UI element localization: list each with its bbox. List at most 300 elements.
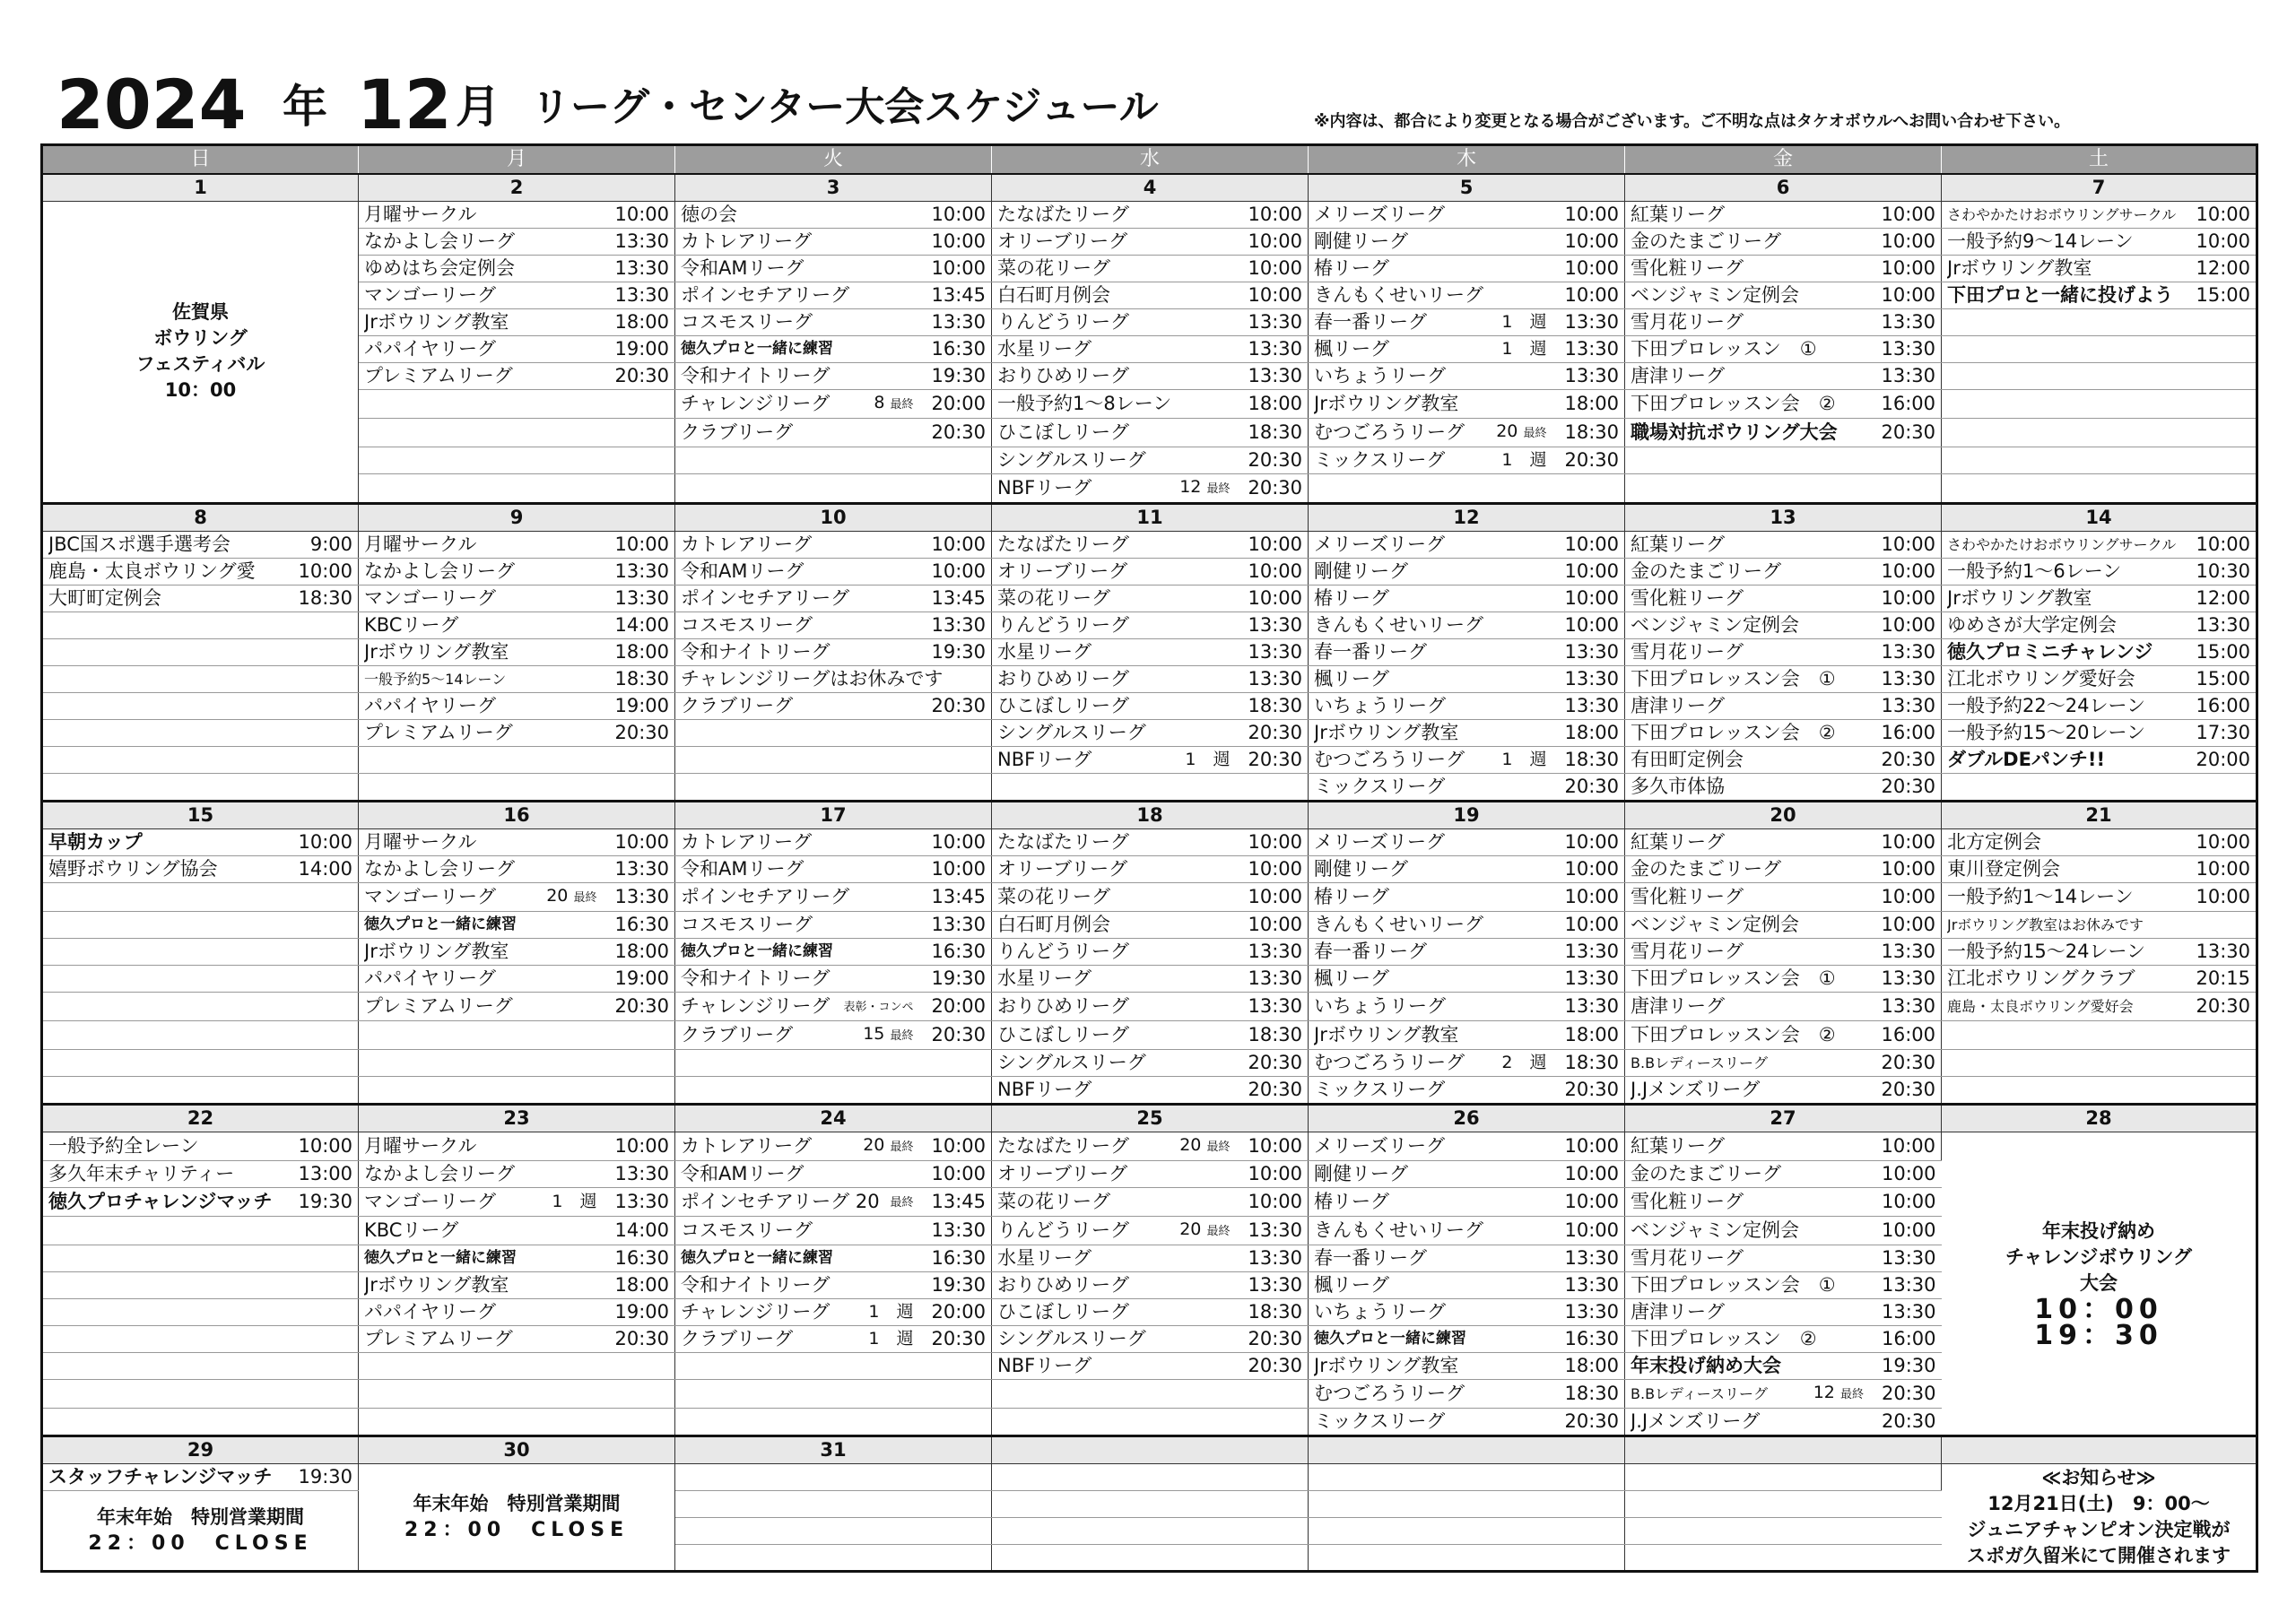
event-cell xyxy=(992,447,1309,473)
event-item xyxy=(997,420,1302,446)
event-time: 13:30 xyxy=(1248,967,1302,989)
page-title: リーグ・センター大会スケジュール xyxy=(531,84,1159,130)
event-time: 15:00 xyxy=(2196,640,2250,663)
event-item xyxy=(681,912,986,938)
event-cell xyxy=(1625,1325,1942,1352)
event-cell xyxy=(675,362,992,389)
event-item xyxy=(681,993,986,1020)
day-number: 5 xyxy=(1309,174,1625,202)
event-cell xyxy=(1309,335,1625,362)
event-cell xyxy=(1942,531,2257,558)
week-1-event-row xyxy=(42,692,2257,719)
event-name: 楓リーグ xyxy=(1314,967,1389,989)
event-item xyxy=(997,884,1302,910)
event-name: 春一番リーグ xyxy=(1314,640,1427,663)
event-name: 月曜サークル xyxy=(364,830,477,853)
event-cell xyxy=(1625,1463,1942,1490)
event-time: 20:30 xyxy=(614,1327,669,1349)
event-time: 13:30 xyxy=(1248,310,1302,333)
event-name: ひこぼしリーグ xyxy=(997,1300,1129,1323)
event-item xyxy=(364,939,669,965)
event-time: 20:30 xyxy=(1881,775,1935,797)
event-name: さわやかたけおボウリングサークル xyxy=(1947,535,2177,553)
event-time: 10:00 xyxy=(1248,559,1302,582)
week-0-event-row xyxy=(42,228,2257,255)
event-cell xyxy=(1942,362,2257,389)
event-cell xyxy=(675,1298,992,1325)
event-cell xyxy=(1309,1132,1625,1160)
event-name: 菜の花リーグ xyxy=(997,586,1110,609)
event-time: 10:00 xyxy=(2196,203,2250,225)
event-time: 10:00 xyxy=(1564,1190,1619,1212)
event-time: 10:00 xyxy=(1881,230,1935,252)
event-item xyxy=(1314,585,1619,612)
event-item xyxy=(1314,774,1619,800)
event-name: 剛健リーグ xyxy=(1314,559,1408,582)
event-cell xyxy=(675,938,992,965)
event-cell xyxy=(359,308,675,335)
event-cell xyxy=(992,362,1309,389)
event-time: 13:30 xyxy=(1248,940,1302,962)
event-name: 春一番リーグ xyxy=(1314,940,1427,962)
event-name: マンゴーリーグ xyxy=(364,885,496,907)
event-item xyxy=(1631,612,1935,638)
event-name: 月曜サークル xyxy=(364,203,477,225)
event-cell xyxy=(992,308,1309,335)
event-item xyxy=(1314,693,1619,719)
event-time: 10:00 xyxy=(1564,230,1619,252)
event-item xyxy=(681,829,986,855)
event-time: 16:30 xyxy=(931,1246,986,1269)
event-time: 18:00 xyxy=(1564,392,1619,414)
event-name: 令和AMリーグ xyxy=(681,256,804,279)
news-line: スポガ久留米にて開催されます xyxy=(1967,1544,2231,1566)
event-name: 嬉野ボウリング協会 xyxy=(48,857,218,880)
week-0-event-row xyxy=(42,447,2257,473)
fest-line: 佐賀県 xyxy=(172,301,229,323)
event-item xyxy=(364,856,669,882)
day-number: 31 xyxy=(675,1436,992,1463)
weekday-2: 火 xyxy=(675,145,992,174)
year-unit: 年 xyxy=(283,81,327,133)
event-item xyxy=(364,1133,669,1159)
event-name: 徳久プロと一緒に練習 xyxy=(681,1248,833,1267)
week-3-event-row xyxy=(42,1160,2257,1187)
event-name: Jrボウリング教室 xyxy=(364,940,509,962)
event-item xyxy=(681,1021,986,1049)
week-1-event-row xyxy=(42,719,2257,746)
event-name: 令和ナイトリーグ xyxy=(681,1273,831,1296)
event-name: チャレンジリーグはお休みです xyxy=(681,667,944,690)
event-cell xyxy=(1625,308,1942,335)
event-name: 一般予約5～14レーン xyxy=(364,670,507,688)
event-cell xyxy=(992,1020,1309,1049)
event-cell xyxy=(1309,1076,1625,1104)
event-time: 10:00 xyxy=(614,1134,669,1157)
nenmatsu-line: 19：30 xyxy=(2034,1319,2163,1351)
event-name: オリーブリーグ xyxy=(997,1162,1128,1184)
event-cell xyxy=(992,255,1309,282)
event-cell xyxy=(42,1049,359,1076)
event-cell xyxy=(1309,1408,1625,1436)
event-item xyxy=(681,585,986,612)
event-time: 13:45 xyxy=(931,283,986,306)
event-item xyxy=(1947,532,2250,558)
event-cell xyxy=(359,992,675,1020)
event-cell xyxy=(992,1245,1309,1271)
event-name: 下田プロレッスン会 ① xyxy=(1631,667,1836,690)
event-name: 唐津リーグ xyxy=(1631,364,1725,386)
event-item xyxy=(364,309,669,335)
event-cell xyxy=(359,418,675,447)
event-cell xyxy=(359,746,675,773)
event-item xyxy=(1631,363,1935,389)
event-item xyxy=(681,420,986,446)
event-name: いちょうリーグ xyxy=(1314,694,1446,716)
event-name: B.Bレディースリーグ xyxy=(1631,1384,1768,1402)
event-time: 10:00 xyxy=(1564,559,1619,582)
event-cell xyxy=(992,665,1309,692)
event-name: いちょうリーグ xyxy=(1314,364,1446,386)
event-name: 北方定例会 xyxy=(1947,830,2041,853)
event-cell xyxy=(42,558,359,585)
event-item xyxy=(997,939,1302,965)
event-name: 下田プロレッスン会 ② xyxy=(1631,392,1836,414)
event-cell xyxy=(675,882,992,911)
event-week-note xyxy=(1501,336,1546,362)
event-name: 一般予約9～14レーン xyxy=(1947,230,2134,252)
week-2-event-row xyxy=(42,882,2257,911)
event-week-count: 1 週 xyxy=(1501,338,1547,359)
event-time: 13:30 xyxy=(1881,1246,1936,1269)
event-time: 13:45 xyxy=(931,586,986,609)
event-final-flag: 最終 xyxy=(1523,426,1547,440)
day-number: 21 xyxy=(1942,801,2257,828)
event-item xyxy=(1947,993,2250,1019)
event-cell xyxy=(1942,558,2257,585)
event-cell xyxy=(1309,638,1625,665)
event-name: むつごろうリーグ xyxy=(1314,748,1465,770)
event-cell xyxy=(42,828,359,855)
event-final-flag: 表彰・コンペ xyxy=(843,1000,914,1014)
event-cell xyxy=(675,335,992,362)
event-name: シングルスリーグ xyxy=(997,1051,1146,1073)
event-time: 13:30 xyxy=(1248,640,1302,663)
nenmatsu-line: チャレンジボウリング xyxy=(2005,1245,2192,1268)
event-cell xyxy=(42,746,359,773)
event-time: 17:30 xyxy=(2196,721,2250,743)
event-time: 13:30 xyxy=(1564,694,1619,716)
event-time: 10:00 xyxy=(614,203,669,225)
event-name: 下田プロレッスン会 ① xyxy=(1631,967,1836,989)
event-item xyxy=(997,1353,1302,1379)
event-time: 20:30 xyxy=(1564,1078,1619,1100)
event-cell xyxy=(1625,1490,1942,1517)
event-cell xyxy=(675,473,992,503)
event-cell xyxy=(359,473,675,503)
event-cell xyxy=(1942,719,2257,746)
event-name: むつごろうリーグ xyxy=(1314,421,1465,443)
event-cell xyxy=(42,1379,359,1408)
event-cell xyxy=(992,1408,1309,1436)
event-time: 20:30 xyxy=(931,1023,986,1045)
event-name: 椿リーグ xyxy=(1314,1190,1389,1212)
event-item xyxy=(997,747,1302,773)
event-name: 金のたまごリーグ xyxy=(1631,857,1781,880)
day-number: 15 xyxy=(42,801,359,828)
event-cell xyxy=(1942,938,2257,965)
event-cell xyxy=(992,638,1309,665)
event-item xyxy=(364,1161,669,1187)
event-cell xyxy=(1309,855,1625,882)
event-time: 16:30 xyxy=(931,940,986,962)
event-name: B.Bレディースリーグ xyxy=(1631,1054,1768,1071)
event-name: りんどうリーグ xyxy=(997,940,1129,962)
event-cell xyxy=(992,1325,1309,1352)
day-number: 8 xyxy=(42,503,359,531)
event-name: 大町町定例会 xyxy=(48,586,161,609)
event-cell xyxy=(1942,911,2257,938)
news-notice xyxy=(1942,1463,2257,1571)
event-time: 10:00 xyxy=(1564,613,1619,636)
event-cell xyxy=(1625,1020,1942,1049)
event-time: 13:30 xyxy=(1564,1246,1619,1269)
event-cell xyxy=(992,992,1309,1020)
week-2-event-row xyxy=(42,855,2257,882)
event-name: 下田プロレッスン ② xyxy=(1631,1327,1817,1349)
event-name: 春一番リーグ xyxy=(1314,310,1427,333)
event-name: 年末投げ納め大会 xyxy=(1631,1354,1781,1376)
closing-notice xyxy=(359,1463,675,1571)
event-time: 10:00 xyxy=(1881,885,1935,907)
week-3-event-row xyxy=(42,1132,2257,1160)
day-number: 22 xyxy=(42,1104,359,1132)
event-name: なかよし会リーグ xyxy=(364,1162,515,1184)
event-name: クラブリーグ xyxy=(681,421,794,443)
event-cell xyxy=(1625,585,1942,612)
event-item xyxy=(364,1245,669,1271)
event-cell xyxy=(1625,1160,1942,1187)
day-number xyxy=(1942,1436,2257,1463)
event-time: 10:00 xyxy=(931,1134,986,1157)
event-item xyxy=(364,202,669,228)
event-time: 10:00 xyxy=(931,830,986,853)
event-name: 紅葉リーグ xyxy=(1631,830,1725,853)
day-number: 16 xyxy=(359,801,675,828)
day-number: 29 xyxy=(42,1436,359,1463)
event-cell xyxy=(42,1271,359,1298)
day-number: 17 xyxy=(675,801,992,828)
week-0-event-row xyxy=(42,473,2257,503)
event-time: 10:00 xyxy=(1564,203,1619,225)
event-name: Jrボウリング教室 xyxy=(364,1273,509,1296)
event-cell xyxy=(992,1160,1309,1187)
event-time: 14:00 xyxy=(614,1219,669,1241)
page-header xyxy=(54,65,2269,144)
event-item xyxy=(1631,939,1935,965)
event-name: 徳久プロミニチャレンジ xyxy=(1947,640,2153,663)
event-cell xyxy=(675,1245,992,1271)
event-time: 10:00 xyxy=(1248,1162,1302,1184)
event-item xyxy=(1314,1409,1619,1435)
event-cell xyxy=(992,558,1309,585)
event-name: たなばたリーグ xyxy=(997,830,1129,853)
event-item xyxy=(1631,720,1935,746)
event-cell xyxy=(675,558,992,585)
event-item xyxy=(681,1245,986,1271)
event-item xyxy=(1314,912,1619,938)
event-time: 10:00 xyxy=(931,230,986,252)
event-name: ポインセチアリーグ xyxy=(681,586,850,609)
event-time: 13:30 xyxy=(1564,667,1619,690)
event-name: 唐津リーグ xyxy=(1631,1300,1725,1323)
event-time: 20:30 xyxy=(614,994,669,1017)
event-cell xyxy=(42,855,359,882)
event-time: 18:30 xyxy=(1248,694,1302,716)
event-name: クラブリーグ xyxy=(681,1023,794,1045)
event-time: 10:00 xyxy=(2196,230,2250,252)
event-cell xyxy=(1625,746,1942,773)
event-item xyxy=(997,612,1302,638)
week-4-event-row xyxy=(42,1463,2257,1490)
event-cell xyxy=(1625,1379,1942,1408)
event-cell xyxy=(992,1049,1309,1076)
event-week-count: 20 xyxy=(546,885,569,906)
event-item xyxy=(364,1218,669,1244)
event-item xyxy=(681,363,986,389)
event-name: 紅葉リーグ xyxy=(1631,203,1725,225)
event-cell xyxy=(675,1271,992,1298)
event-item xyxy=(364,720,669,746)
event-time: 20:30 xyxy=(931,1327,986,1349)
event-name: シングルスリーグ xyxy=(997,448,1146,471)
news-line: 12月21日(土) 9：00～ xyxy=(1987,1492,2210,1514)
event-week-note xyxy=(1501,309,1546,335)
week-1-date-row xyxy=(42,503,2257,531)
event-name: チャレンジリーグ xyxy=(681,1300,831,1323)
event-cell xyxy=(42,1216,359,1245)
event-cell xyxy=(359,335,675,362)
event-cell xyxy=(1625,938,1942,965)
week-3-date-row xyxy=(42,1104,2257,1132)
event-time: 16:30 xyxy=(614,913,669,935)
news-line: ≪お知らせ≫ xyxy=(2041,1466,2156,1488)
event-item xyxy=(1631,391,1935,417)
event-time: 19:30 xyxy=(1881,1354,1936,1376)
event-name: 江北ボウリングクラブ xyxy=(1947,967,2135,989)
event-time: 10:00 xyxy=(1881,533,1935,555)
event-time: 10:00 xyxy=(1881,256,1935,279)
event-name: りんどうリーグ xyxy=(997,613,1129,636)
event-cell xyxy=(675,1490,992,1517)
event-cell xyxy=(992,418,1309,447)
event-time: 14:00 xyxy=(614,613,669,636)
event-cell xyxy=(675,638,992,665)
year: 2024 xyxy=(57,65,247,144)
event-name: プレミアムリーグ xyxy=(364,1327,513,1349)
event-cell xyxy=(1625,665,1942,692)
event-time: 10:00 xyxy=(1564,857,1619,880)
event-name: 剛健リーグ xyxy=(1314,857,1408,880)
event-cell xyxy=(42,1245,359,1271)
event-item xyxy=(364,693,669,719)
event-name: ゆめさが大学定例会 xyxy=(1947,613,2117,636)
event-time: 10:00 xyxy=(931,1162,986,1184)
event-item xyxy=(1314,1161,1619,1187)
event-time: 20:30 xyxy=(1881,1409,1936,1432)
event-name: NBFリーグ xyxy=(997,748,1092,770)
day-number: 2 xyxy=(359,174,675,202)
event-item xyxy=(997,1132,1302,1160)
event-item xyxy=(48,1189,352,1215)
event-cell xyxy=(1625,1049,1942,1076)
event-item xyxy=(364,912,669,938)
event-item xyxy=(681,390,986,418)
event-week-note xyxy=(1179,1132,1230,1160)
event-cell xyxy=(1309,201,1625,228)
event-cell xyxy=(675,585,992,612)
event-item xyxy=(997,1077,1302,1103)
event-name: Jrボウリング教室 xyxy=(364,310,509,333)
event-item xyxy=(364,363,669,389)
event-cell xyxy=(359,389,675,418)
event-name: ミックスリーグ xyxy=(1314,1078,1446,1100)
day-number xyxy=(992,1436,1309,1463)
nenmatsu-line: 10：00 xyxy=(2034,1293,2163,1325)
event-cell xyxy=(675,1132,992,1160)
event-cell xyxy=(1309,447,1625,473)
week-1-event-row xyxy=(42,558,2257,585)
day-number: 18 xyxy=(992,801,1309,828)
event-time: 10:00 xyxy=(1248,857,1302,880)
event-name: 剛健リーグ xyxy=(1314,1162,1408,1184)
event-cell xyxy=(992,746,1309,773)
event-time: 16:00 xyxy=(2196,694,2250,716)
event-name: 雪月花リーグ xyxy=(1631,940,1744,962)
event-week-note xyxy=(1179,474,1230,502)
fest-line: 10：00 xyxy=(164,379,237,401)
event-cell xyxy=(1309,1216,1625,1245)
event-item xyxy=(364,1272,669,1298)
event-cell xyxy=(675,1216,992,1245)
event-cell xyxy=(675,719,992,746)
event-item xyxy=(681,202,986,228)
event-item xyxy=(681,532,986,558)
event-time: 18:30 xyxy=(1248,1300,1302,1323)
event-final-flag: 最終 xyxy=(890,397,914,412)
event-time: 10:00 xyxy=(1881,1134,1935,1157)
event-cell xyxy=(675,1020,992,1049)
event-time: 20:30 xyxy=(1248,1051,1302,1073)
event-week-count: 1 週 xyxy=(868,1328,914,1349)
event-time: 13:30 xyxy=(1564,940,1619,962)
event-name: 一般予約全レーン xyxy=(48,1134,199,1157)
event-time: 13:30 xyxy=(1564,1273,1619,1296)
event-item xyxy=(364,829,669,855)
event-item xyxy=(48,829,352,855)
event-item xyxy=(997,363,1302,389)
event-cell xyxy=(359,1049,675,1076)
event-name: 唐津リーグ xyxy=(1631,994,1725,1017)
nenmatsu-line: 年末投げ納め xyxy=(2042,1219,2155,1242)
event-item xyxy=(1314,532,1619,558)
event-name: 春一番リーグ xyxy=(1314,1246,1427,1269)
event-name: カトレアリーグ xyxy=(681,830,813,853)
week-0-event-row xyxy=(42,389,2257,418)
event-cell xyxy=(1942,335,2257,362)
event-time: 13:30 xyxy=(1564,364,1619,386)
event-final-flag: 最終 xyxy=(1206,481,1231,496)
